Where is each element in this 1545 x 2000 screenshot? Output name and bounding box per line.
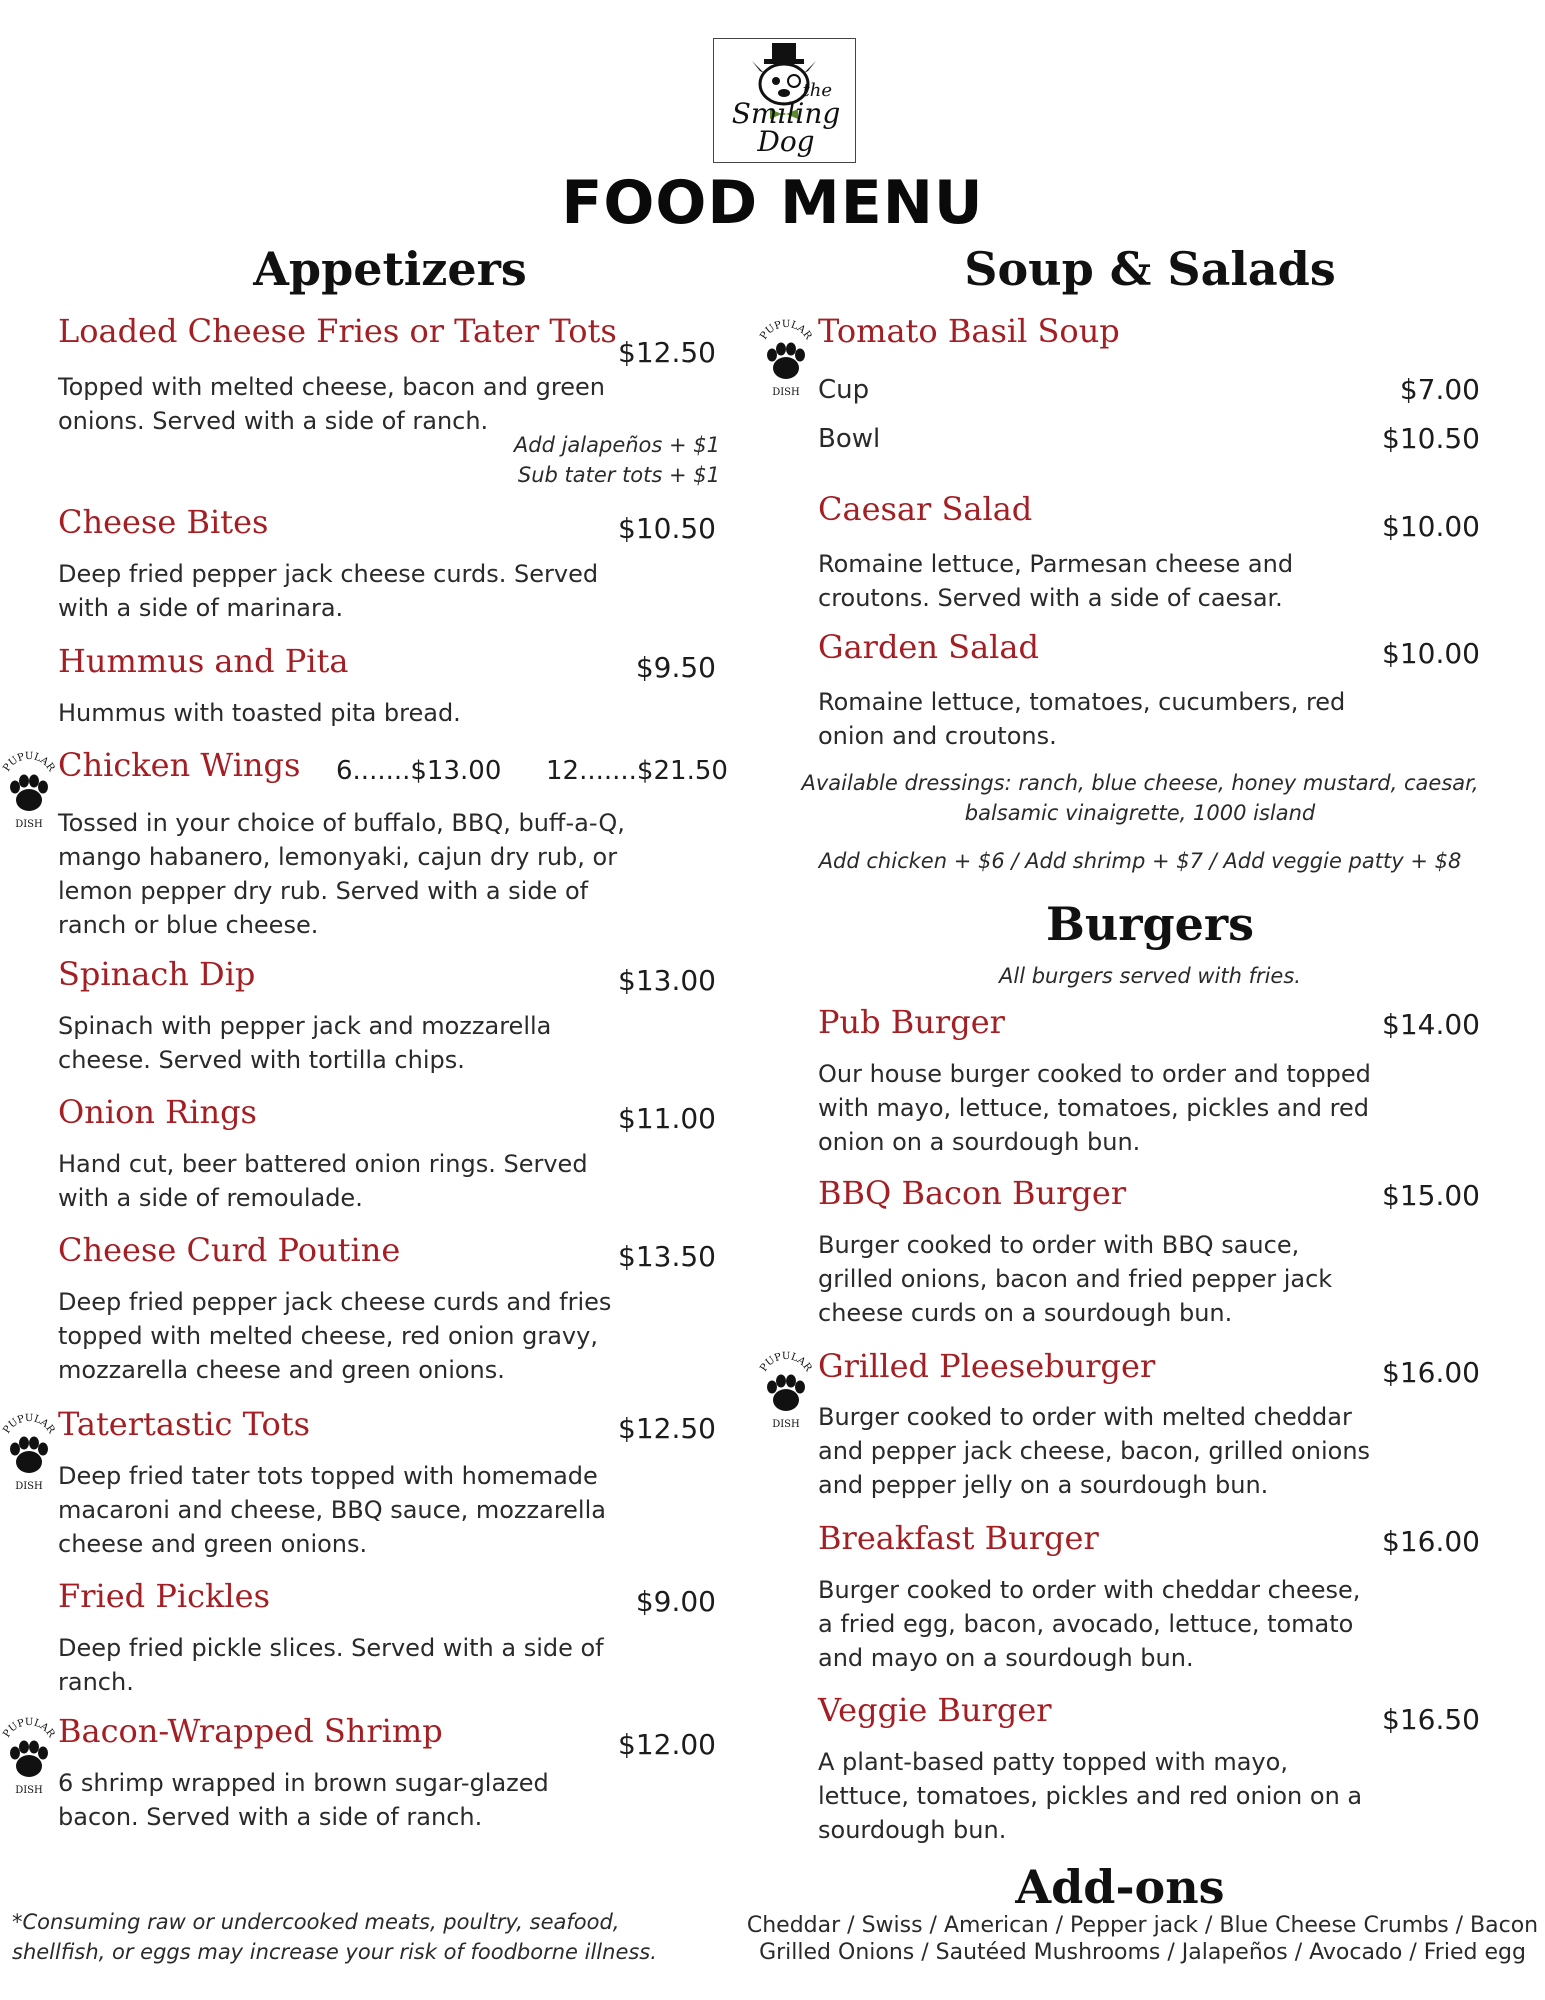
popular-dish-badge-icon: [757, 318, 815, 398]
item-description: Burger cooked to order with cheddar cheese, a fried egg, bacon, avocado, lettuce, tomato and mayo on a sourdough bun.: [818, 1576, 1361, 1672]
item-price: $14.00: [1382, 1008, 1480, 1041]
size-label: Bowl: [818, 424, 881, 454]
disclaimer-line: *Consuming raw or undercooked meats, poultry, seafood,: [12, 1910, 620, 1934]
item-description: Romaine lettuce, tomatoes, cucumbers, red onion and croutons.: [818, 688, 1346, 750]
popular-dish-badge-icon: [757, 1350, 815, 1430]
item-name: Tatertastic Tots: [58, 1405, 310, 1443]
item-description: Deep fried pickle slices. Served with a side of ranch.: [58, 1634, 604, 1696]
item-name: Veggie Burger: [818, 1691, 1052, 1729]
item-price: $10.50: [618, 512, 716, 545]
item-description: Hummus with toasted pita bread.: [58, 699, 461, 727]
item-name: Garden Salad: [818, 628, 1039, 666]
item-price: $16.50: [1382, 1703, 1480, 1736]
page-title: FOOD MENU: [561, 168, 984, 238]
item-name: Breakfast Burger: [818, 1519, 1099, 1557]
item-name: Hummus and Pita: [58, 642, 349, 680]
item-note: Sub tater tots + $1: [517, 463, 720, 487]
item-description: Spinach with pepper jack and mozzarella cheese. Served with tortilla chips.: [58, 1012, 552, 1074]
item-description: Deep fried pepper jack cheese curds and fries topped with melted cheese, red onion gravy, mozzarella cheese and green onions.: [58, 1288, 612, 1384]
item-price: $10.00: [1382, 510, 1480, 543]
appetizers-heading: Appetizers: [253, 242, 527, 296]
item-description: 6 shrimp wrapped in brown sugar-glazed bacon. Served with a side of ranch.: [58, 1769, 549, 1831]
size-label: Cup: [818, 375, 870, 405]
addons-line: Grilled Onions / Sautéed Mushrooms / Jalapeños / Avocado / Fried egg: [759, 1940, 1526, 1965]
item-name: Cheese Curd Poutine: [58, 1231, 401, 1269]
popular-dish-badge-icon: [0, 1716, 58, 1796]
popular-dish-badge-icon: [0, 1412, 58, 1492]
item-price: $15.00: [1382, 1179, 1480, 1212]
item-description: Hand cut, beer battered onion rings. Served with a side of remoulade.: [58, 1150, 588, 1212]
item-price: $12.00: [618, 1728, 716, 1761]
item-price: $9.00: [635, 1585, 716, 1618]
item-price: $13.50: [618, 1240, 716, 1273]
item-price: $12.50: [618, 1412, 716, 1445]
item-name: Tomato Basil Soup: [818, 312, 1120, 350]
item-price-12: 12.......$21.50: [546, 756, 728, 786]
item-name: Pub Burger: [818, 1003, 1005, 1041]
addons-heading: Add-ons: [1015, 1860, 1225, 1914]
logo: [713, 38, 856, 163]
item-name: Grilled Pleeseburger: [818, 1347, 1156, 1385]
dressings-note: Available dressings: ranch, blue cheese, honey mustard, caesar, balsamic vinaigrette, 1000 island: [801, 771, 1479, 825]
size-price: $10.50: [1382, 422, 1480, 455]
item-description: Deep fried pepper jack cheese curds. Served with a side of marinara.: [58, 560, 599, 622]
item-price-6: 6.......$13.00: [336, 756, 502, 786]
item-description: Burger cooked to order with BBQ sauce, grilled onions, bacon and fried pepper jack cheese curds on a sourdough bun.: [818, 1231, 1333, 1327]
item-price: $16.00: [1382, 1525, 1480, 1558]
item-price: $13.00: [618, 964, 716, 997]
item-note: Add jalapeños + $1: [513, 433, 720, 457]
item-name: Caesar Salad: [818, 490, 1033, 528]
item-name: Chicken Wings: [58, 746, 301, 784]
popular-dish-badge-icon: [0, 750, 58, 830]
burgers-heading: Burgers: [1045, 897, 1255, 951]
salad-addons-note: Add chicken + $6 / Add shrimp + $7 / Add veggie patty + $8: [818, 849, 1462, 873]
item-description: Topped with melted cheese, bacon and green onions. Served with a side of ranch.: [58, 373, 605, 435]
item-name: Cheese Bites: [58, 503, 269, 541]
item-price: $12.50: [618, 336, 716, 369]
soups-heading: Soup & Salads: [964, 242, 1336, 296]
item-name: Fried Pickles: [58, 1577, 270, 1615]
logo-small: the: [802, 80, 832, 101]
item-description: Our house burger cooked to order and topped with mayo, lettuce, tomatoes, pickles and red onion on a sourdough bun.: [818, 1060, 1371, 1156]
item-description: A plant-based patty topped with mayo, lettuce, tomatoes, pickles and red onion on a sourdough bun.: [818, 1748, 1363, 1844]
item-price: $9.50: [635, 651, 716, 684]
item-name: Onion Rings: [58, 1093, 257, 1131]
addons-line: Cheddar / Swiss / American / Pepper jack / Blue Cheese Crumbs / Bacon: [746, 1913, 1539, 1938]
item-description: Romaine lettuce, Parmesan cheese and croutons. Served with a side of caesar.: [818, 550, 1294, 612]
logo-wordmark: [722, 82, 850, 156]
item-name: Bacon-Wrapped Shrimp: [58, 1712, 443, 1750]
item-name: BBQ Bacon Burger: [818, 1174, 1127, 1212]
item-description: Deep fried tater tots topped with homemade macaroni and cheese, BBQ sauce, mozzarella cheese and green onions.: [58, 1462, 606, 1558]
logo-name: Smiling Dog: [731, 97, 841, 158]
size-price: $7.00: [1399, 373, 1480, 406]
item-name: Loaded Cheese Fries or Tater Tots: [58, 312, 617, 350]
burgers-subtitle: All burgers served with fries.: [999, 964, 1301, 988]
item-name: Spinach Dip: [58, 955, 256, 993]
disclaimer-line: shellfish, or eggs may increase your risk of foodborne illness.: [12, 1940, 657, 1964]
item-price: $10.00: [1382, 637, 1480, 670]
item-price: $11.00: [618, 1102, 716, 1135]
item-description: Burger cooked to order with melted cheddar and pepper jack cheese, bacon, grilled onions and pepper jelly on a sourdough bun.: [818, 1403, 1371, 1499]
item-price: $16.00: [1382, 1356, 1480, 1389]
item-description: Tossed in your choice of buffalo, BBQ, buff-a-Q, mango habanero, lemonyaki, cajun dry rub, or lemon pepper dry rub. Served with a side of ranch or blue cheese.: [58, 809, 625, 939]
